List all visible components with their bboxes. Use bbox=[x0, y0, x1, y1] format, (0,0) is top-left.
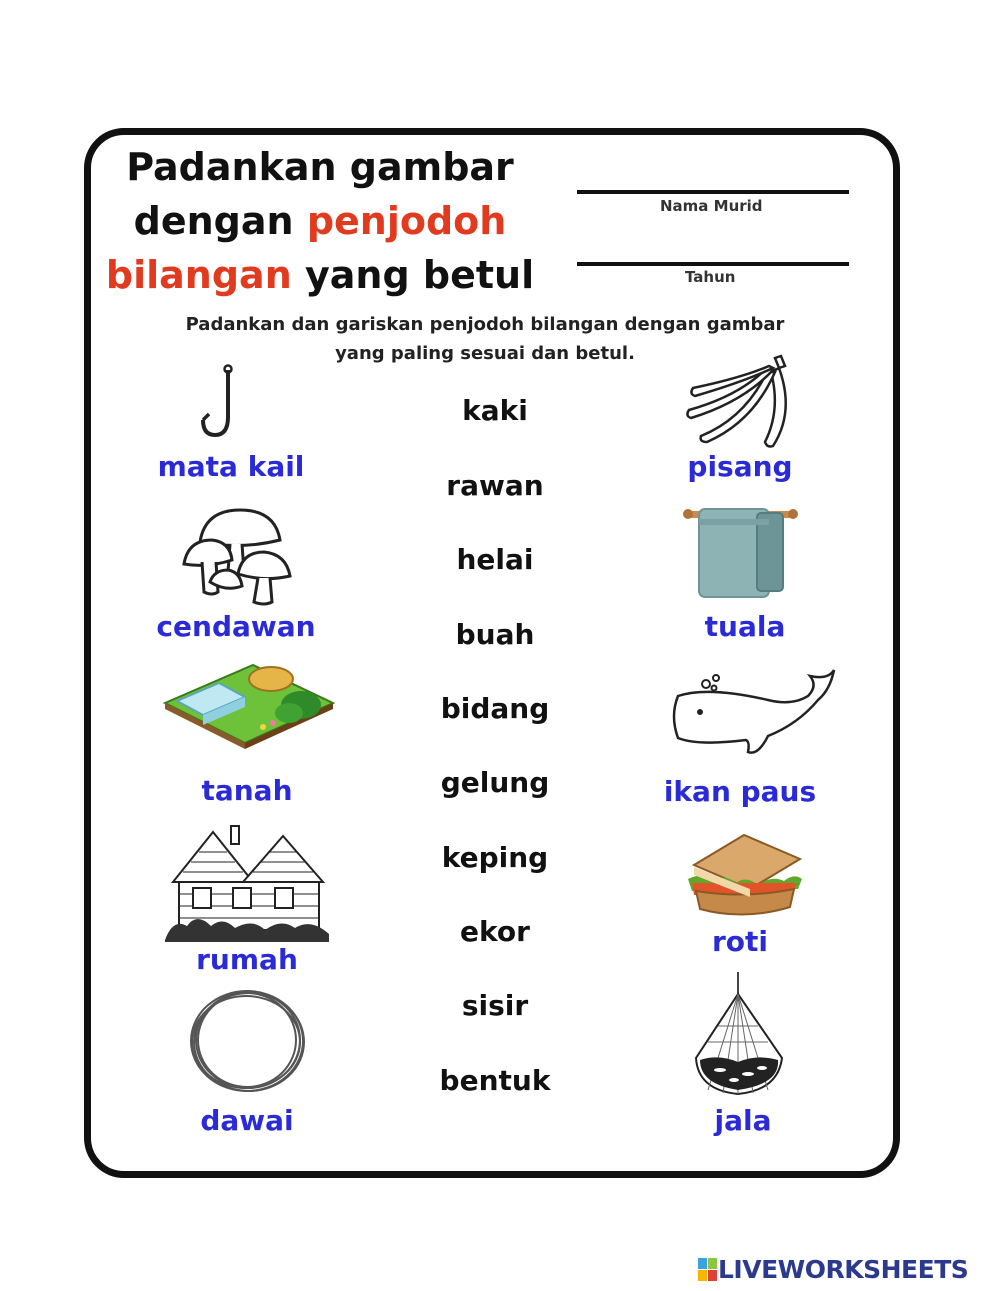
worksheet-title bbox=[100, 140, 540, 302]
title-text: yang betul bbox=[291, 253, 535, 297]
classifier-buah[interactable]: buah bbox=[455, 618, 535, 651]
classifier-bidang[interactable]: bidang bbox=[440, 692, 550, 725]
right-word-roti: roti bbox=[711, 925, 769, 958]
classifier-rawan[interactable]: rawan bbox=[446, 469, 544, 502]
right-word-jala: jala bbox=[714, 1104, 772, 1137]
classifier-bentuk[interactable]: bentuk bbox=[439, 1064, 551, 1097]
liveworksheets-logo-icon bbox=[698, 1258, 718, 1282]
left-word-tanah: tanah bbox=[201, 774, 293, 807]
farm-land-icon bbox=[163, 657, 335, 749]
classifier-helai[interactable]: helai bbox=[456, 543, 534, 576]
bananas-icon bbox=[683, 352, 798, 450]
classifier-ekor[interactable]: ekor bbox=[460, 915, 530, 948]
left-word-rumah: rumah bbox=[196, 943, 298, 976]
classifier-sisir[interactable]: sisir bbox=[461, 989, 529, 1022]
right-word-pisang: pisang bbox=[687, 450, 793, 483]
classifier-keping[interactable]: keping bbox=[441, 841, 549, 874]
title-highlight: bilangan bbox=[105, 253, 292, 297]
classifier-kaki[interactable]: kaki bbox=[462, 394, 528, 427]
liveworksheets-logo bbox=[698, 1255, 968, 1284]
instruction-line-1: Padankan dan gariskan penjodoh bilangan dengan gambar bbox=[185, 314, 785, 335]
liveworksheets-brand: LIVEWORKSHEETS bbox=[718, 1255, 969, 1284]
mushrooms-icon bbox=[180, 502, 295, 610]
whale-icon bbox=[668, 666, 838, 761]
name-field-line[interactable] bbox=[577, 190, 849, 194]
title-line-3 bbox=[100, 248, 540, 302]
year-field-label: Tahun bbox=[685, 268, 736, 286]
left-word-cendawan: cendawan bbox=[156, 610, 316, 643]
towel-icon bbox=[683, 505, 798, 600]
left-word-dawai: dawai bbox=[200, 1104, 294, 1137]
title-text: dengan bbox=[133, 199, 307, 243]
right-word-tuala: tuala bbox=[704, 610, 786, 643]
classifier-gelung[interactable]: gelung bbox=[440, 766, 550, 799]
wire-coil-icon bbox=[185, 985, 310, 1097]
name-field-label: Nama Murid bbox=[660, 197, 763, 215]
title-line-1: Padankan gambar bbox=[126, 145, 514, 189]
right-word-ikan-paus: ikan paus bbox=[663, 775, 817, 808]
fishing-net-icon bbox=[688, 970, 788, 1098]
house-icon bbox=[163, 822, 333, 942]
year-field-line[interactable] bbox=[577, 262, 849, 266]
title-highlight: penjodoh bbox=[306, 199, 507, 243]
fish-hook-icon bbox=[195, 362, 245, 442]
sandwich-icon bbox=[684, 825, 804, 925]
instruction-line-2: yang paling sesuai dan betul. bbox=[335, 343, 635, 364]
left-word-mata-kail: mata kail bbox=[157, 450, 305, 483]
title-line-2 bbox=[100, 194, 540, 248]
